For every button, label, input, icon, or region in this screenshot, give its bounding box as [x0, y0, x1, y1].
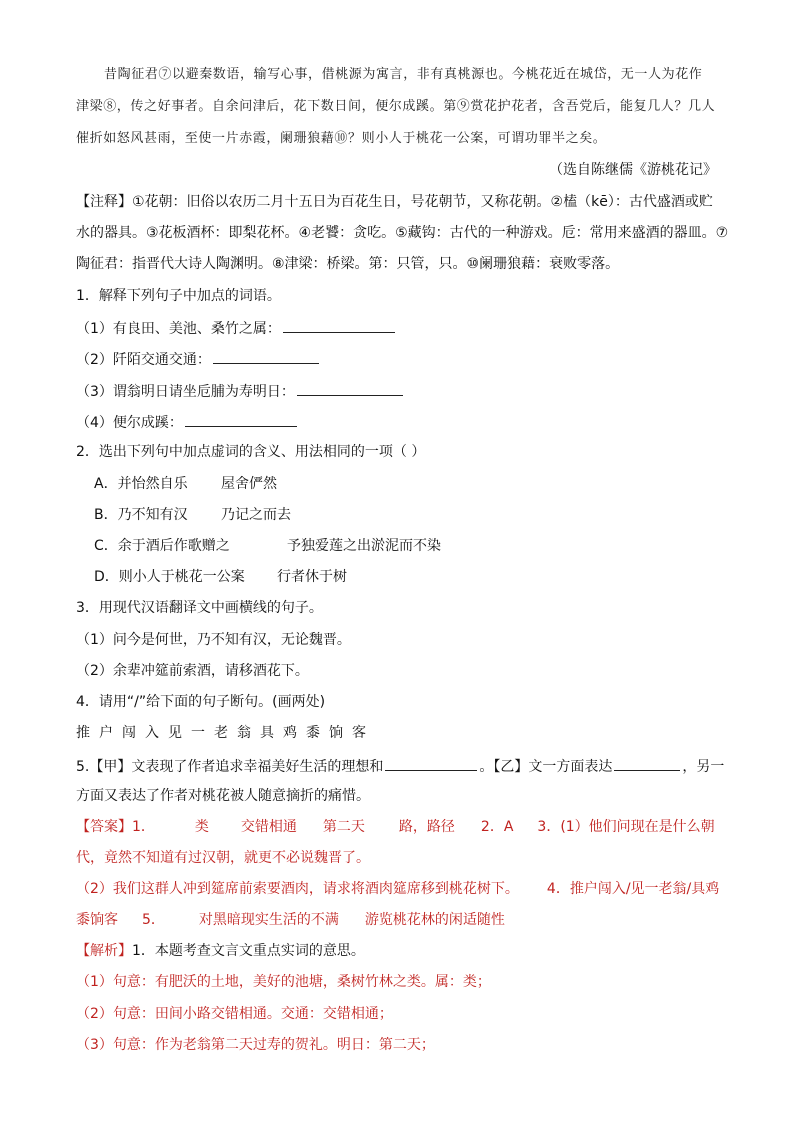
passage-source: （选自陈继儒《游桃花记》 — [549, 162, 717, 178]
answer-line-4: 黍饷客 5． 对黑暗现实生活的不满 游览桃花林的闲适随性 — [76, 912, 505, 928]
q2-option-b-pair: 乃记之而去 — [221, 507, 291, 523]
q3-stem: 3．用现代汉语翻译文中画横线的句子。 — [76, 600, 323, 616]
answer-line-2: 代，竟然不知道有过汉朝，就更不必说魏晋了。 — [76, 850, 370, 866]
q1-item-3: （3）谓翁明日请坐卮脯为寿明日： — [76, 380, 405, 402]
answer-blank[interactable] — [385, 755, 477, 771]
q2-option-d: D．则小人于桃花一公案 — [94, 569, 245, 585]
answer-blank[interactable] — [297, 380, 403, 396]
notes-line-1: 【注释】①花朝：旧俗以农历二月十五日为百花生日，号花朝节，又称花朝。②榼（kē）：古代盛酒或贮 — [76, 194, 713, 210]
passage-line-2: 津梁⑧，传之好事者。自余问津后，花下数日间，便尔成蹊。第⑨赏花护花者，含吾党后，能复几人？几人 — [76, 99, 716, 114]
q2-stem: 2．选出下列句中加点虚词的含义、用法相同的一项（ ） — [76, 444, 426, 460]
analysis-item-2: （2）句意：田间小路交错相通。交通：交错相通； — [76, 1006, 393, 1022]
q2-option-c: C．余于酒后作歌赠之 — [94, 538, 230, 554]
q5-line-2: 方面又表达了作者对桃花被人随意摘折的痛惜。 — [76, 788, 370, 804]
q2-option-b: B．乃不知有汉 — [94, 507, 188, 523]
q2-option-d-pair: 行者休于树 — [277, 569, 347, 585]
q1-item-4: （4）便尔成蹊： — [76, 411, 299, 433]
answer-blank[interactable] — [213, 348, 319, 364]
q1-item-1: （1）有良田、美池、桑竹之属： — [76, 317, 397, 339]
q2-option-c-pair: 予独爱莲之出淤泥而不染 — [287, 538, 441, 554]
q1-item-2: （2）阡陌交通交通： — [76, 348, 321, 370]
answer-blank[interactable] — [614, 755, 680, 771]
q3-item-1: （1）问今是何世，乃不知有汉，无论魏晋。 — [76, 632, 351, 648]
analysis-item-1: （1）句意：有肥沃的土地，美好的池塘，桑树竹林之类。属：类； — [76, 974, 491, 990]
q1-stem: 1．解释下列句子中加点的词语。 — [76, 288, 281, 304]
answer-blank[interactable] — [185, 411, 297, 427]
analysis-line-1: 【解析】1．本题考查文言文重点实词的意思。 — [76, 943, 365, 959]
answer-line-3: （2）我们这群人冲到筵席前索要酒肉，请求将酒肉筵席移到桃花树下。 4．推户闯入/见一老翁/具鸡 — [76, 881, 720, 897]
q3-item-2: （2）余辈冲筵前索酒，请移酒花下。 — [76, 663, 309, 679]
q5-line-1: 5.【甲】文表现了作者追求幸福美好生活的理想和 。【乙】文一方面表达 ，另一 — [76, 755, 724, 777]
passage-line-3: 催折如怒风甚雨，至使一片赤霞，阑珊狼藉⑩？则小人于桃花一公案，可谓功罪半之矣。 — [76, 131, 607, 146]
analysis-item-3: （3）句意：作为老翁第二天过寿的贺礼。明日：第二天； — [76, 1037, 435, 1053]
notes-line-2: 水的器具。③花板酒杯：即梨花杯。④老饕：贪吃。⑤藏钩：古代的一种游戏。卮：常用来盛酒的器皿。⑦ — [76, 225, 729, 241]
q2-option-a-pair: 屋舍俨然 — [221, 476, 277, 492]
notes-line-3: 陶征君：指晋代大诗人陶渊明。⑧津梁：桥梁。第：只管，只。⑩阑珊狼藉：衰败零落。 — [76, 256, 620, 272]
passage-line-1: 昔陶征君⑦以避秦数语，输写心事，借桃源为寓言，非有真桃源也。今桃花近在城岱，无一人为花作 — [104, 67, 703, 82]
q4-sentence: 推户闯入见一老翁具鸡黍饷客 — [76, 725, 375, 741]
q4-stem: 4．请用“/”给下面的句子断句。(画两处) — [76, 694, 326, 710]
q2-option-a: A．并怡然自乐 — [94, 476, 188, 492]
answer-line-1: 【答案】1． 类 交错相通 第二天 路，路径 2．A 3．(1）他们问现在是什么朝 — [76, 819, 715, 835]
answer-blank[interactable] — [283, 317, 395, 333]
